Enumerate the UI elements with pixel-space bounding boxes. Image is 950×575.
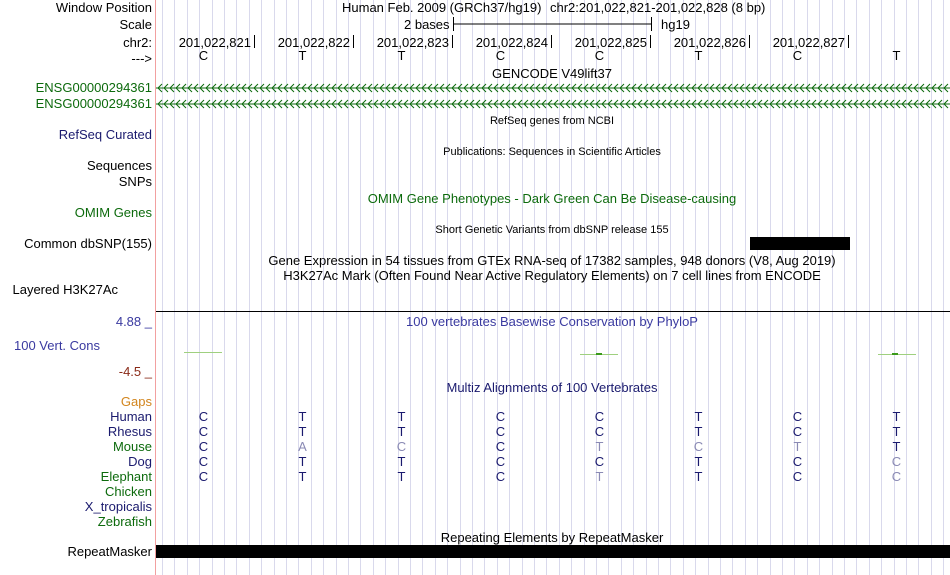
alignment-base: T <box>298 424 307 439</box>
alignment-base: T <box>694 469 703 484</box>
cons-peak-2 <box>596 353 602 355</box>
reference-base: C <box>594 48 605 63</box>
refseq-track-label[interactable]: RefSeq Curated <box>58 127 152 142</box>
reference-base: C <box>198 48 209 63</box>
alignment-base: T <box>694 409 703 424</box>
refseq-title: RefSeq genes from NCBI <box>489 115 615 127</box>
chrom-label: chr2: <box>123 35 152 50</box>
alignment-base: T <box>397 409 406 424</box>
alignment-base: C <box>792 469 803 484</box>
conservation-title: 100 vertebrates Basewise Conservation by PhyloP <box>406 314 698 329</box>
gencode-title: GENCODE V49lift37 <box>492 66 612 81</box>
reference-base: C <box>792 48 803 63</box>
gaps-label: Gaps <box>120 394 152 409</box>
track-data-area[interactable] <box>156 0 950 575</box>
alignment-base: T <box>397 469 406 484</box>
ruler-coordinate: 201,022,826 <box>673 35 746 50</box>
alignment-base: T <box>694 424 703 439</box>
h3k27ac-title: H3K27Ac Mark (Often Found Near Active Regulatory Elements) on 7 cell lines from ENCODE <box>283 268 821 283</box>
cons-signal-1 <box>184 352 222 353</box>
repeatmasker-title: Repeating Elements by RepeatMasker <box>440 530 664 545</box>
alignment-base: T <box>694 454 703 469</box>
publications-title: Publications: Sequences in Scientific Articles <box>443 146 661 158</box>
alignment-base: C <box>594 409 605 424</box>
ruler-coordinate: 201,022,827 <box>772 35 845 50</box>
alignment-base: C <box>396 439 407 454</box>
gene-model-2[interactable] <box>156 99 950 109</box>
cons-peak-3 <box>892 353 898 355</box>
alignment-base: T <box>298 454 307 469</box>
alignment-base: C <box>792 409 803 424</box>
scale-text: 2 bases <box>404 17 450 32</box>
position-text: chr2:201,022,821-201,022,828 (8 bp) <box>550 0 766 15</box>
alignment-base: T <box>793 439 802 454</box>
ruler-tick <box>749 35 750 48</box>
alignment-base: T <box>397 454 406 469</box>
db-text: hg19 <box>661 17 690 32</box>
ruler-coordinate: 201,022,822 <box>277 35 350 50</box>
ruler-coordinate: 201,022,823 <box>376 35 449 50</box>
alignment-base: T <box>298 469 307 484</box>
alignment-base: C <box>198 424 209 439</box>
alignment-base: C <box>891 469 902 484</box>
cons-track-label[interactable]: 100 Vert. Cons <box>14 338 100 353</box>
alignment-base: C <box>198 469 209 484</box>
gene-label-2[interactable]: ENSG00000294361 <box>35 96 152 111</box>
ruler-tick <box>353 35 354 48</box>
alignment-base: C <box>495 469 506 484</box>
reference-base: T <box>694 48 703 63</box>
ruler-tick <box>254 35 255 48</box>
snps-track-label[interactable]: SNPs <box>118 174 152 189</box>
alignment-base: C <box>693 439 704 454</box>
ruler-coordinate: 201,022,825 <box>574 35 647 50</box>
alignment-base: T <box>595 439 604 454</box>
reference-base: T <box>298 48 307 63</box>
omim-title: OMIM Gene Phenotypes - Dark Green Can Be Disease-causing <box>367 191 737 206</box>
repeatmasker-track-label[interactable]: RepeatMasker <box>67 544 152 559</box>
gene-model-1[interactable] <box>156 83 950 93</box>
strand-label: ---> <box>131 51 152 66</box>
cons-min-label: -4.5 _ <box>118 364 152 379</box>
multiz-title: Multiz Alignments of 100 Vertebrates <box>446 380 658 395</box>
alignment-base: C <box>792 424 803 439</box>
species-label-human: Human <box>110 409 152 424</box>
alignment-base: A <box>298 439 307 454</box>
ruler-coordinate: 201,022,824 <box>475 35 548 50</box>
alignment-base: C <box>198 409 209 424</box>
cons-max-label: 4.88 _ <box>115 314 152 329</box>
ruler-tick <box>551 35 552 48</box>
dbsnp-variant-block[interactable] <box>750 237 850 250</box>
alignment-base: C <box>594 424 605 439</box>
h3k27ac-baseline <box>156 311 950 312</box>
species-label-rhesus: Rhesus <box>107 424 152 439</box>
ruler-coordinate: 201,022,821 <box>178 35 251 50</box>
scale-label: Scale <box>119 17 152 32</box>
gtex-title: Gene Expression in 54 tissues from GTEx RNA-seq of 17382 samples, 948 donors (V8, Aug 2019) <box>268 253 836 268</box>
scale-bar <box>453 17 653 33</box>
ruler-tick <box>650 35 651 48</box>
gene-label-1[interactable]: ENSG00000294361 <box>35 80 152 95</box>
reference-base: T <box>892 48 901 63</box>
alignment-base: T <box>298 409 307 424</box>
h3k27ac-track-label[interactable]: Layered H3K27Ac <box>12 282 118 297</box>
alignment-base: C <box>495 409 506 424</box>
species-label-elephant: Elephant <box>100 469 152 484</box>
alignment-base: C <box>594 454 605 469</box>
assembly-text: Human Feb. 2009 (GRCh37/hg19) <box>342 0 542 15</box>
alignment-base: T <box>397 424 406 439</box>
species-label-zebrafish: Zebrafish <box>97 514 152 529</box>
track-label-column <box>0 0 155 575</box>
alignment-base: T <box>892 409 901 424</box>
sequences-track-label[interactable]: Sequences <box>86 158 152 173</box>
window-position-label: Window Position <box>55 0 152 15</box>
reference-base: T <box>397 48 406 63</box>
species-label-x-tropicalis: X_tropicalis <box>84 499 152 514</box>
species-label-mouse: Mouse <box>112 439 152 454</box>
alignment-base: C <box>198 439 209 454</box>
dbsnp-title: Short Genetic Variants from dbSNP release 155 <box>435 224 669 236</box>
alignment-base: C <box>792 454 803 469</box>
repeatmasker-element[interactable] <box>156 545 950 558</box>
reference-base: C <box>495 48 506 63</box>
species-label-dog: Dog <box>128 454 152 469</box>
dbsnp-track-label[interactable]: Common dbSNP(155) <box>24 236 152 251</box>
alignment-base: C <box>495 424 506 439</box>
alignment-base: C <box>198 454 209 469</box>
alignment-base: T <box>892 424 901 439</box>
ruler-tick <box>452 35 453 48</box>
ruler-tick <box>848 35 849 48</box>
alignment-base: C <box>891 454 902 469</box>
alignment-base: C <box>495 439 506 454</box>
species-label-chicken: Chicken <box>105 484 152 499</box>
alignment-base: C <box>495 454 506 469</box>
alignment-base: T <box>595 469 604 484</box>
alignment-base: T <box>892 439 901 454</box>
omim-track-label[interactable]: OMIM Genes <box>74 205 152 220</box>
